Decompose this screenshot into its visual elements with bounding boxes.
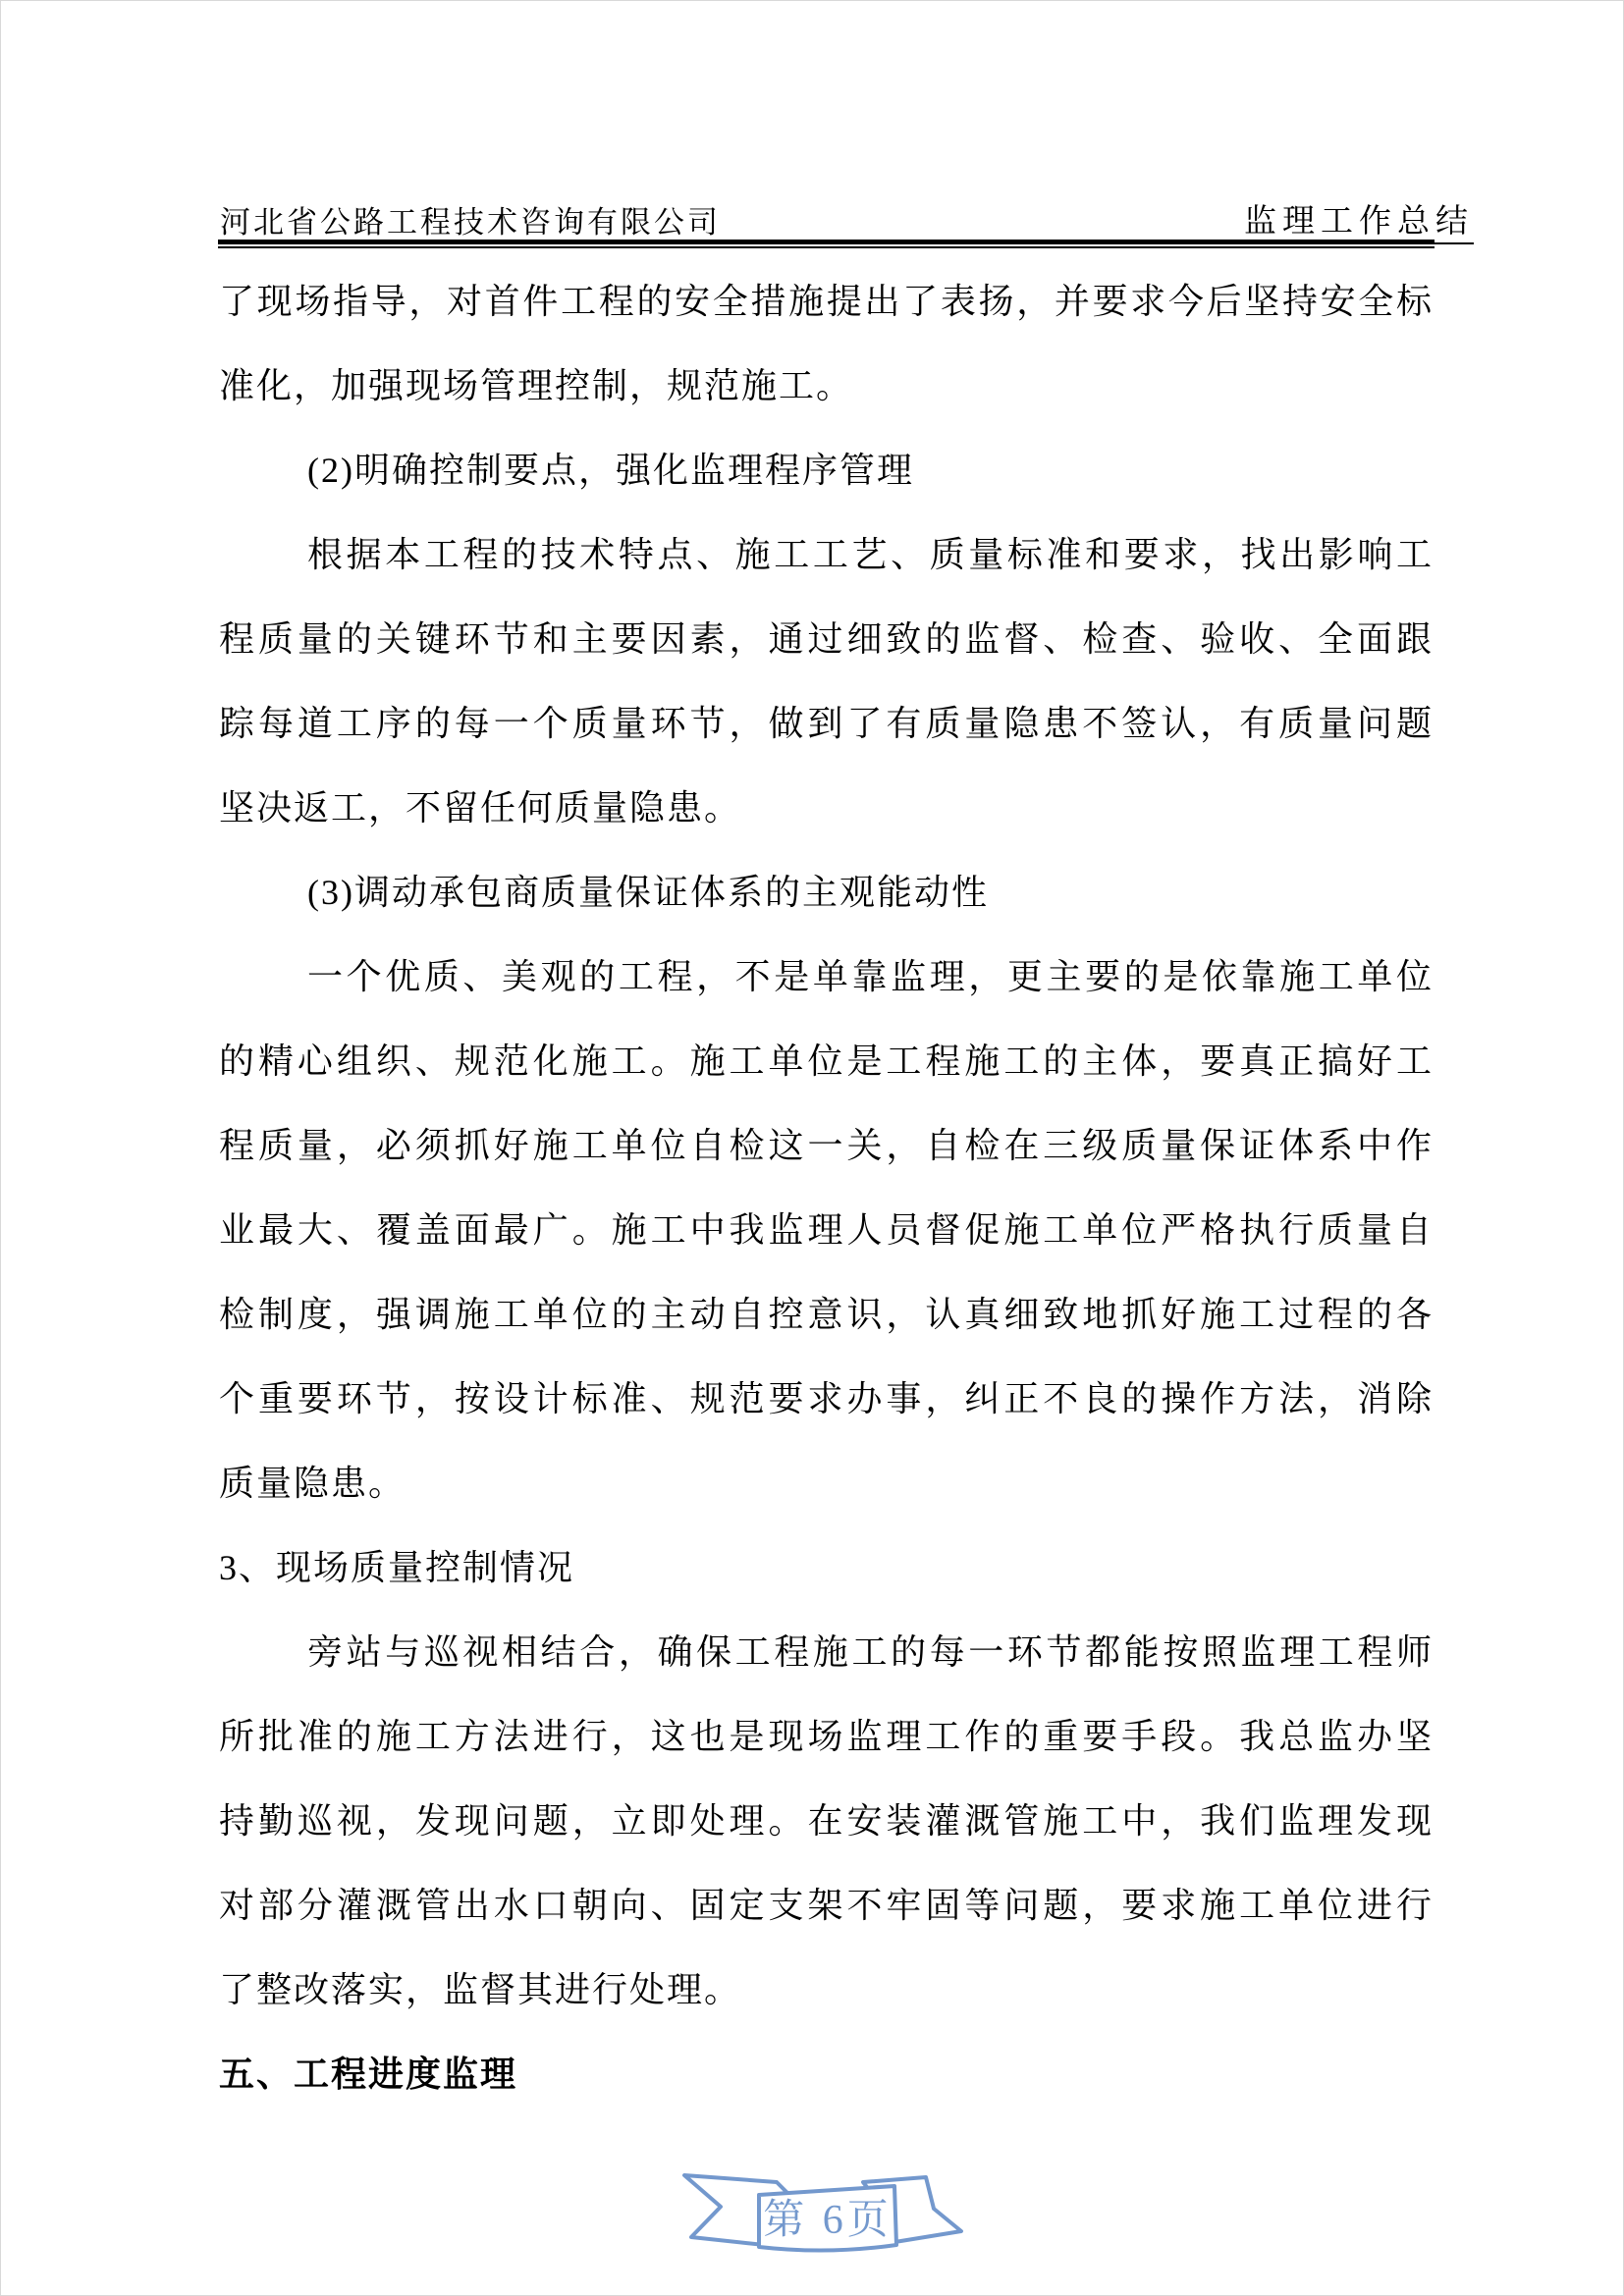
text-line: 3、现场质量控制情况	[219, 1548, 575, 1587]
header-company-name: 河北省公路工程技术咨询有限公司	[220, 205, 721, 240]
ribbon-banner-icon	[629, 2151, 983, 2278]
text-line: 根据本工程的技术特点、施工工艺、质量标准和要求，找出影响工	[307, 535, 1434, 574]
text-line: 质量隐患。	[219, 1464, 406, 1503]
header-rule-thin-line	[218, 246, 1435, 248]
text-line: 业最大、覆盖面最广。施工中我监理人员督促施工单位严格执行质量自	[219, 1210, 1434, 1250]
text-line: 程质量，必须抓好施工单位自检这一关，自检在三级质量保证体系中作	[219, 1126, 1434, 1165]
text-line: 一个优质、美观的工程，不是单靠监理，更主要的是依靠施工单位	[307, 957, 1434, 996]
text-line: 旁站与巡视相结合，确保工程施工的每一环节都能按照监理工程师	[307, 1632, 1434, 1672]
text-line: 踪每道工序的每一个质量环节，做到了有质量隐患不签认，有质量问题	[219, 704, 1434, 743]
body-lines	[219, 259, 1434, 2116]
text-line: 对部分灌溉管出水口朝向、固定支架不牢固等问题，要求施工单位进行	[219, 1886, 1434, 1925]
page-number-label: 第 6页	[763, 2198, 893, 2243]
text-line: (2)明确控制要点，强化监理程序管理	[307, 451, 914, 490]
text-line: 了整改落实，监督其进行处理。	[219, 1970, 742, 2009]
page-number-ribbon	[629, 2151, 983, 2278]
header-doc-title: 监理工作总结	[1244, 195, 1474, 244]
text-line: 准化，加强现场管理控制，规范施工。	[219, 366, 854, 405]
text-line: (3)调动承包商质量保证体系的主观能动性	[307, 873, 989, 912]
text-line: 五、工程进度监理	[219, 2055, 518, 2094]
text-line: 坚决返工，不留任何质量隐患。	[219, 788, 742, 828]
text-line: 程质量的关键环节和主要因素，通过细致的监督、检查、验收、全面跟	[219, 619, 1434, 659]
text-line: 所批准的施工方法进行，这也是现场监理工作的重要手段。我总监办坚	[219, 1717, 1434, 1756]
text-line: 个重要环节，按设计标准、规范要求办事，纠正不良的操作方法，消除	[219, 1379, 1434, 1418]
header-divider-rule	[218, 240, 1435, 248]
text-line: 持勤巡视，发现问题，立即处理。在安装灌溉管施工中，我们监理发现	[219, 1801, 1434, 1841]
text-line: 了现场指导，对首件工程的安全措施提出了表扬，并要求今后坚持安全标	[219, 282, 1434, 321]
text-line: 检制度，强调施工单位的主动自控意识，认真细致地抓好施工过程的各	[219, 1295, 1434, 1334]
text-line: 的精心组织、规范化施工。施工单位是工程施工的主体，要真正搞好工	[219, 1041, 1434, 1081]
